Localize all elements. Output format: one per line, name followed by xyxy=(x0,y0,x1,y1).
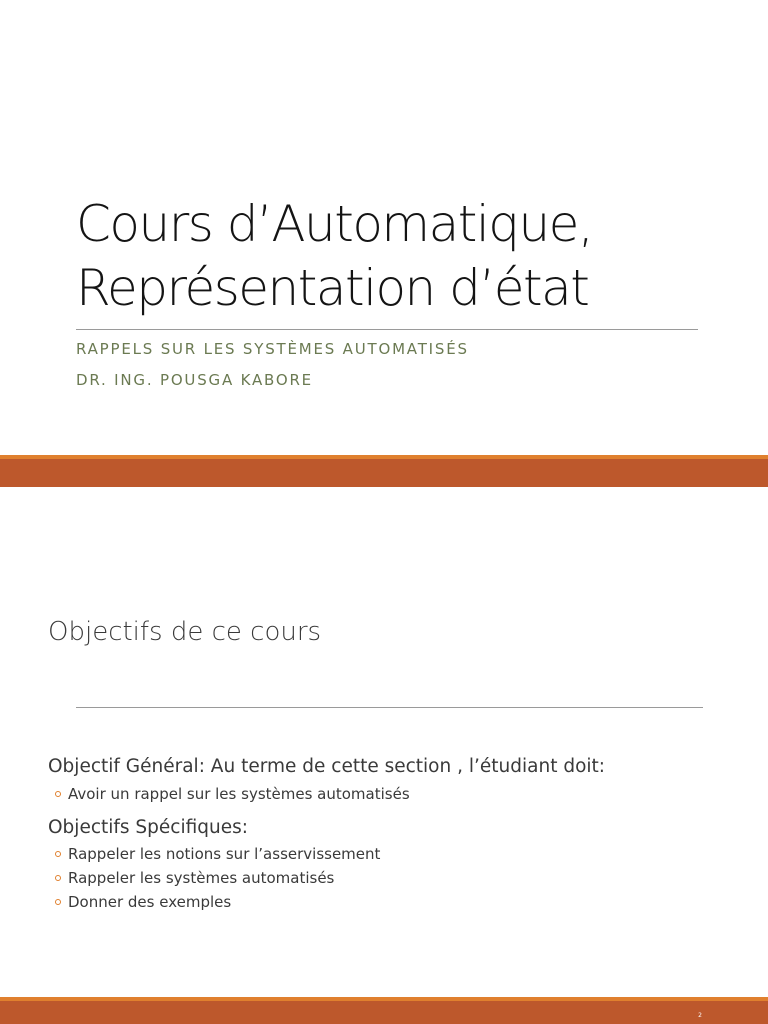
general-objective-list xyxy=(55,782,410,806)
list-item xyxy=(55,890,380,914)
slide-footer-band xyxy=(0,997,768,1024)
list-item-text: Rappeler les notions sur l’asservissement xyxy=(68,845,381,863)
slide-title xyxy=(76,192,726,320)
title-slide xyxy=(0,0,768,487)
list-item-text: Avoir un rappel sur les systèmes automatisés xyxy=(68,785,410,803)
title-divider xyxy=(76,329,698,330)
slide-footer-band xyxy=(0,455,768,487)
footer-accent-stripe xyxy=(0,997,768,1001)
list-item xyxy=(55,866,380,890)
specific-objectives-heading: Objectifs Spécifiques: xyxy=(48,817,248,838)
bullet-icon xyxy=(55,875,61,881)
list-item-text: Rappeler les systèmes automatisés xyxy=(68,869,335,887)
slide-title-line-1: Cours d’Automatique, xyxy=(76,195,593,253)
specific-objectives-list xyxy=(55,842,380,914)
list-item-text: Donner des exemples xyxy=(68,893,232,911)
list-item xyxy=(55,842,380,866)
slide-author: DR. ING. POUSGA KABORE xyxy=(76,371,313,389)
bullet-icon xyxy=(55,851,61,857)
general-objective-heading: Objectif Général: Au terme de cette section , l’étudiant doit: xyxy=(48,756,606,777)
slide-subtitle: RAPPELS SUR LES SYSTÈMES AUTOMATISÉS xyxy=(76,340,469,358)
bullet-icon xyxy=(55,899,61,905)
footer-accent-stripe xyxy=(0,455,768,459)
page-number: 2 xyxy=(698,1012,702,1019)
bullet-icon xyxy=(55,791,61,797)
objectives-slide-title: Objectifs de ce cours xyxy=(48,617,322,647)
objectives-divider xyxy=(76,707,703,708)
slide-title-line-2: Représentation d’état xyxy=(76,259,589,317)
list-item xyxy=(55,782,410,806)
